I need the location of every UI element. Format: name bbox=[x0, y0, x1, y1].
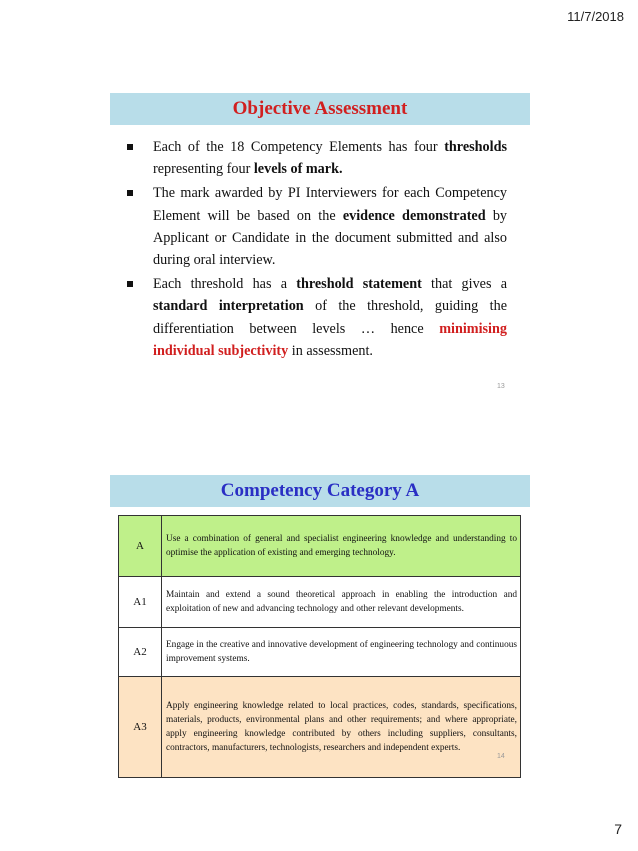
bullet-item bbox=[125, 273, 507, 362]
table-row bbox=[119, 516, 521, 577]
bullet-item bbox=[125, 182, 507, 271]
bullet-bold-text: standard interpretation bbox=[153, 298, 304, 315]
square-bullet-icon bbox=[127, 281, 133, 287]
bullet-item bbox=[125, 136, 507, 180]
competency-table bbox=[118, 515, 521, 778]
bullet-bold-text: evidence demonstrated bbox=[342, 207, 486, 224]
bullet-text: representing four bbox=[153, 161, 254, 178]
bullet-text: of the threshold, guiding the differentiation between levels … hence bbox=[153, 298, 508, 337]
slide-13-title: Objective Assessment bbox=[110, 93, 530, 125]
bullet-text: Each threshold has a bbox=[153, 276, 297, 293]
competency-code: A3 bbox=[119, 677, 162, 778]
table-row bbox=[119, 628, 521, 677]
competency-code: A bbox=[119, 516, 162, 577]
slide-14-title: Competency Category A bbox=[110, 475, 530, 507]
bullet-text: that gives a bbox=[421, 276, 507, 293]
bullet-text: Each of the 18 Competency Elements has four bbox=[153, 139, 445, 155]
print-date: 11/7/2018 bbox=[567, 9, 624, 24]
bullet-bold-text: levels of mark. bbox=[253, 161, 343, 178]
bullet-bold-text: thresholds bbox=[444, 139, 507, 155]
assessment-bullet-list bbox=[125, 136, 507, 364]
table-row bbox=[119, 577, 521, 628]
competency-description: Use a combination of general and specialist engineering knowledge and understanding to optimise the application of existing and emerging technology. bbox=[162, 516, 521, 577]
bullet-bold-text: threshold statement bbox=[296, 276, 422, 293]
bullet-highlight-red: minimising individual subjectivity bbox=[153, 320, 507, 359]
bullet-text: The mark awarded by PI Interviewers for each Competency Element will be based on the bbox=[153, 185, 507, 224]
square-bullet-icon bbox=[127, 190, 133, 196]
bullet-text: in assessment. bbox=[288, 342, 373, 359]
square-bullet-icon bbox=[127, 144, 133, 150]
competency-code: A1 bbox=[119, 577, 162, 628]
bullet-text: by Applicant or Candidate in the document submitted and also during oral interview. bbox=[153, 207, 508, 269]
slide-number-13: 13 bbox=[497, 383, 505, 390]
competency-description: Apply engineering knowledge related to local practices, codes, standards, specifications, materials, products, environmental plans and other requirements; and where appropriate, apply engineering knowledge contributed by others including suppliers, consultants, contractors, manufacturers, technologists, researchers and independent experts. bbox=[162, 677, 521, 778]
competency-description: Maintain and extend a sound theoretical approach in enabling the introduction and exploitation of new and advancing technology and other relevant developments. bbox=[162, 577, 521, 628]
table-row bbox=[119, 677, 521, 778]
slide-number-14: 14 bbox=[497, 753, 505, 760]
competency-code: A2 bbox=[119, 628, 162, 677]
competency-description: Engage in the creative and innovative development of engineering technology and continuous improvement systems. bbox=[162, 628, 521, 677]
page-number: 7 bbox=[614, 821, 622, 837]
